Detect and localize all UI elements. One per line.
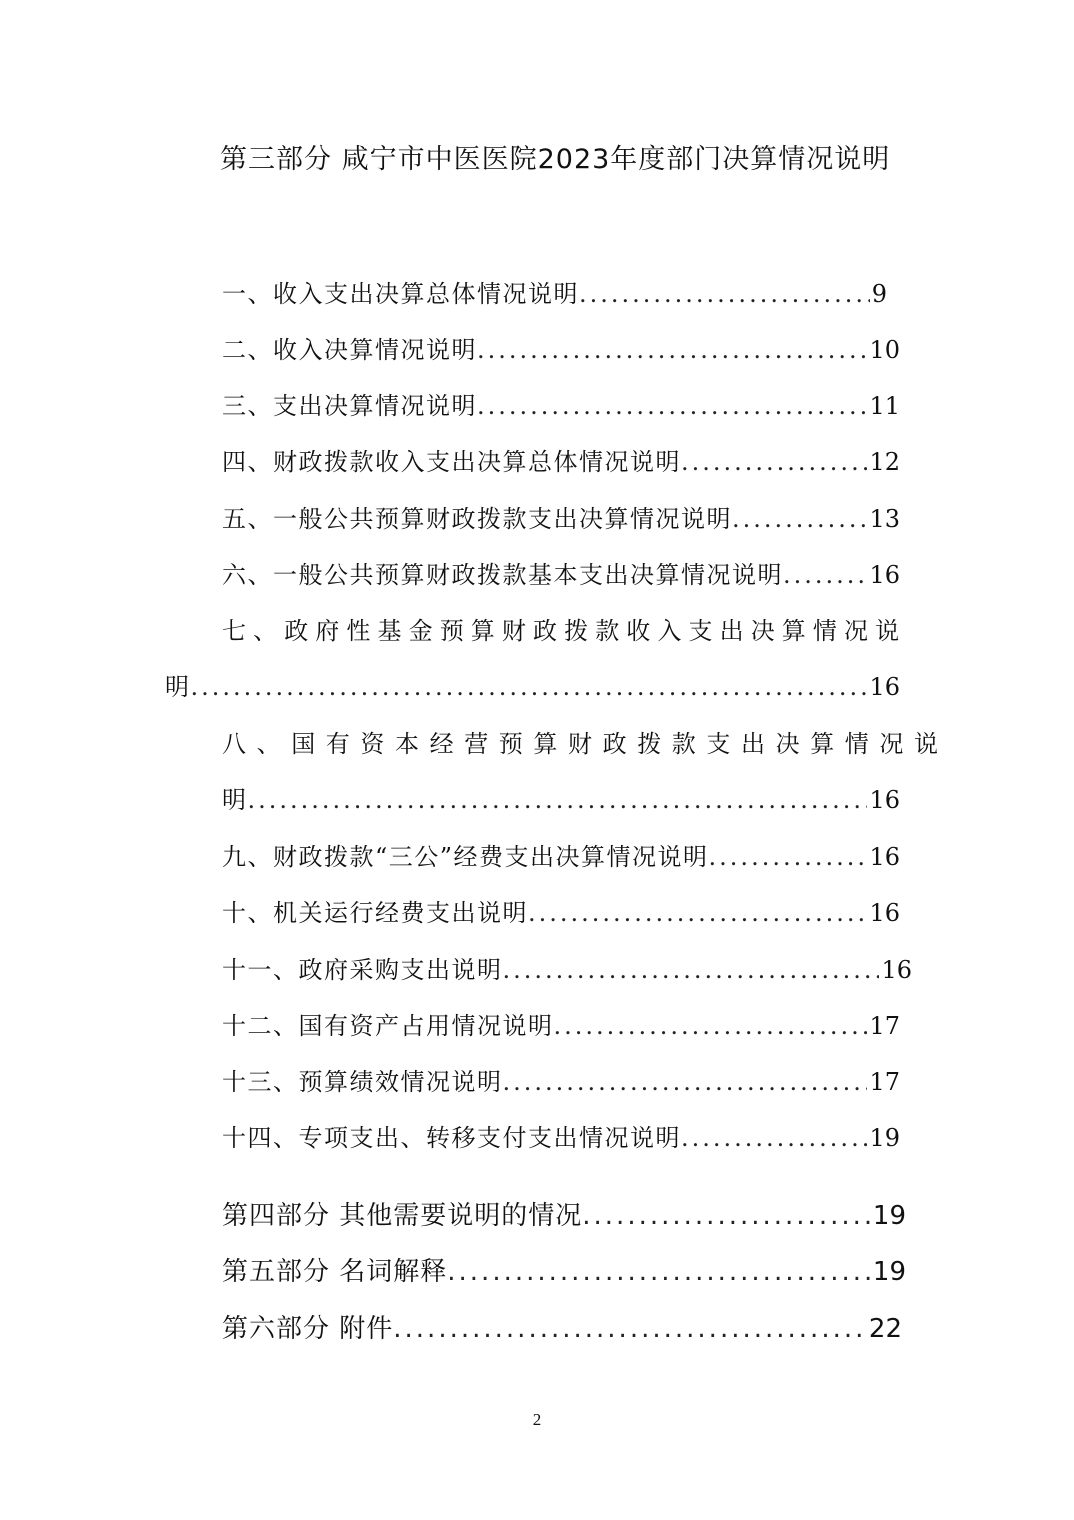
toc-entry-label: 三、支出决算情况说明 [222,392,477,420]
leader-dots [503,953,880,987]
leader-dots [528,896,867,930]
toc-entry-14[interactable] [222,1121,900,1155]
toc-entry-label: 十三、预算绩效情况说明 [222,1068,503,1096]
toc-entry-label: 九、财政拨款“三公”经费支出决算情况说明 [222,843,709,871]
toc-entry-label: 十二、国有资产占用情况说明 [222,1012,554,1040]
toc-entry-page: 12 [869,448,900,476]
toc-entry-12[interactable] [222,1009,900,1043]
leader-dots [393,1312,867,1346]
toc-entry-page: 9 [871,280,887,308]
toc-entry-2[interactable] [222,333,900,367]
toc-entry-label: 十、机关运行经费支出说明 [222,899,528,927]
toc-entry-13[interactable] [222,1065,900,1099]
toc-part-label: 第六部分 附件 [222,1314,394,1344]
toc-entry-page: 16 [869,786,900,814]
leader-dots [681,1121,867,1155]
toc-entry-page: 19 [869,1124,900,1152]
leader-dots [447,1255,871,1289]
leader-dots [191,670,868,704]
page-number-footer: 2 [532,1410,542,1429]
toc-entry-page: 16 [869,843,900,871]
toc-entry-1[interactable] [222,277,887,311]
toc-entry-label-line2: 明 [222,786,248,814]
toc-part-page: 22 [868,1314,902,1344]
toc-part-label: 第五部分 名词解释 [222,1257,448,1287]
leader-dots [503,1065,868,1099]
toc-entry-page: 17 [869,1068,900,1096]
toc-entry-label: 二、收入决算情况说明 [222,336,477,364]
toc-entry-5[interactable] [222,502,900,536]
toc-entry-10[interactable] [222,896,900,930]
toc-part-page: 19 [872,1257,906,1287]
toc-entry-page: 16 [869,673,900,701]
toc-entry-label: 一、收入支出决算总体情况说明 [222,280,579,308]
leader-dots [248,783,868,817]
toc-entry-page: 11 [869,392,900,420]
toc-part-page: 19 [872,1201,906,1231]
toc-entry-label-line1: 八、国有资本经营预算财政拨款支出决算情况说 [222,730,949,758]
toc-part-five[interactable] [222,1255,906,1289]
toc-entry-line2 [165,670,900,704]
leader-dots [582,1199,871,1233]
toc-entry-label: 十一、政府采购支出说明 [222,956,503,984]
leader-dots [732,502,867,536]
toc-entry-page: 16 [869,561,900,589]
toc-part-label: 第四部分 其他需要说明的情况 [222,1201,583,1231]
toc-entry-label: 六、一般公共预算财政拨款基本支出决算情况说明 [222,561,783,589]
part-three-heading: 第三部分 咸宁市中医医院2023年度部门决算情况说明 [220,144,891,175]
toc-entry-line2 [222,783,900,817]
toc-entry-page: 13 [869,505,900,533]
toc-entry-label-line1: 七、政府性基金预算财政拨款收入支出决算情况说 [222,617,907,645]
leader-dots [681,445,867,479]
toc-part-six[interactable] [222,1312,902,1346]
toc-entry-label-line2: 明 [165,673,191,701]
toc-entry-3[interactable] [222,389,900,423]
leader-dots [783,558,867,592]
leader-dots [579,277,870,311]
toc-entry-page: 17 [869,1012,900,1040]
toc-entry-page: 10 [869,336,900,364]
leader-dots [477,389,867,423]
toc-entry-page: 16 [881,956,912,984]
toc-entry-label: 四、财政拨款收入支出决算总体情况说明 [222,448,681,476]
toc-entry-label: 五、一般公共预算财政拨款支出决算情况说明 [222,505,732,533]
toc-entry-label: 十四、专项支出、转移支付支出情况说明 [222,1124,681,1152]
toc-entry-6[interactable] [222,558,900,592]
toc-entry-9[interactable] [222,840,900,874]
toc-entry-11[interactable] [222,953,912,987]
toc-entry-page: 16 [869,899,900,927]
toc-entry-4[interactable] [222,445,900,479]
leader-dots [477,333,867,367]
leader-dots [709,840,868,874]
toc-part-four[interactable] [222,1199,906,1233]
leader-dots [554,1009,868,1043]
